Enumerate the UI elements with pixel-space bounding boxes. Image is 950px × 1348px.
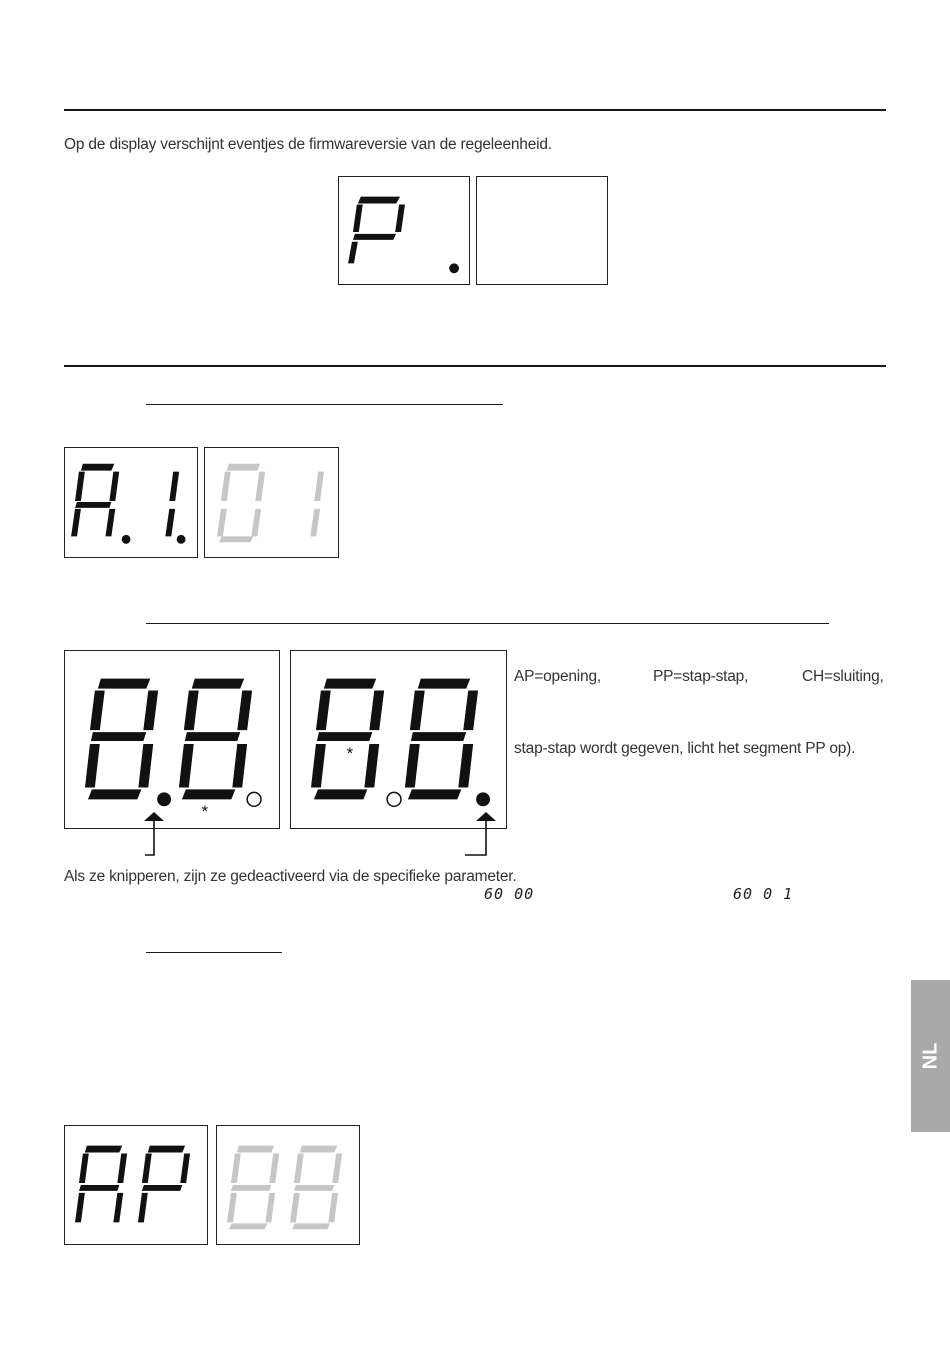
asterisk-marker: * (201, 802, 209, 822)
segment-digit-p (138, 1146, 190, 1223)
segment-digit-8 (85, 679, 158, 800)
segment-digit-8 (311, 679, 384, 800)
decimal-point (449, 263, 459, 273)
segment-digit-8 (405, 679, 478, 800)
input-labels-ch: CH=sluiting, (802, 668, 884, 685)
firmware-intro-text: Op de display verschijnt eventjes de firmwareversie van de regeleenheid. (64, 136, 552, 153)
segment-digit-8 (290, 1146, 342, 1230)
display-right-inputs (290, 650, 507, 829)
subheading-underline-3 (146, 952, 282, 953)
display-left-ap (64, 1125, 208, 1245)
segment-digit-0 (217, 464, 265, 543)
input-labels-ap: AP=opening, (514, 668, 602, 685)
input-labels-pp: PP=stap-stap, (653, 668, 749, 685)
segment-explanation-text: stap-stap wordt gegeven, licht het segment PP op). (514, 740, 856, 757)
segment-digit-8 (227, 1146, 279, 1230)
section-divider-1 (64, 109, 886, 111)
section-divider-2 (64, 365, 886, 367)
display-left-inputs (64, 650, 280, 829)
pointer-arrow-left (140, 808, 180, 860)
segment-digit-a (71, 464, 119, 537)
display-left-firmware (338, 176, 470, 285)
asterisk-marker: * (346, 743, 354, 763)
lcd-code-a: 60 00 (484, 885, 535, 903)
language-tab (911, 980, 950, 1132)
display-right-firmware (476, 176, 608, 285)
display-right-parameter (204, 447, 339, 558)
pointer-arrow-right (460, 808, 500, 860)
display-left-parameter (64, 447, 198, 558)
segment-digit-8 (179, 679, 252, 800)
display-right-ap (216, 1125, 360, 1245)
language-tab-label: NL (919, 1042, 941, 1070)
segment-digit-a (75, 1146, 127, 1223)
lcd-code-b: 60 0 1 (733, 885, 794, 903)
segment-digit-p (348, 197, 405, 264)
segment-digit-1 (310, 472, 324, 537)
subheading-underline-1 (146, 404, 503, 405)
subheading-underline-2 (146, 623, 829, 624)
blink-footnote: Als ze knipperen, zijn ze gedeactiveerd via de specifieke parameter. (64, 868, 517, 885)
segment-digit-1 (165, 472, 179, 537)
